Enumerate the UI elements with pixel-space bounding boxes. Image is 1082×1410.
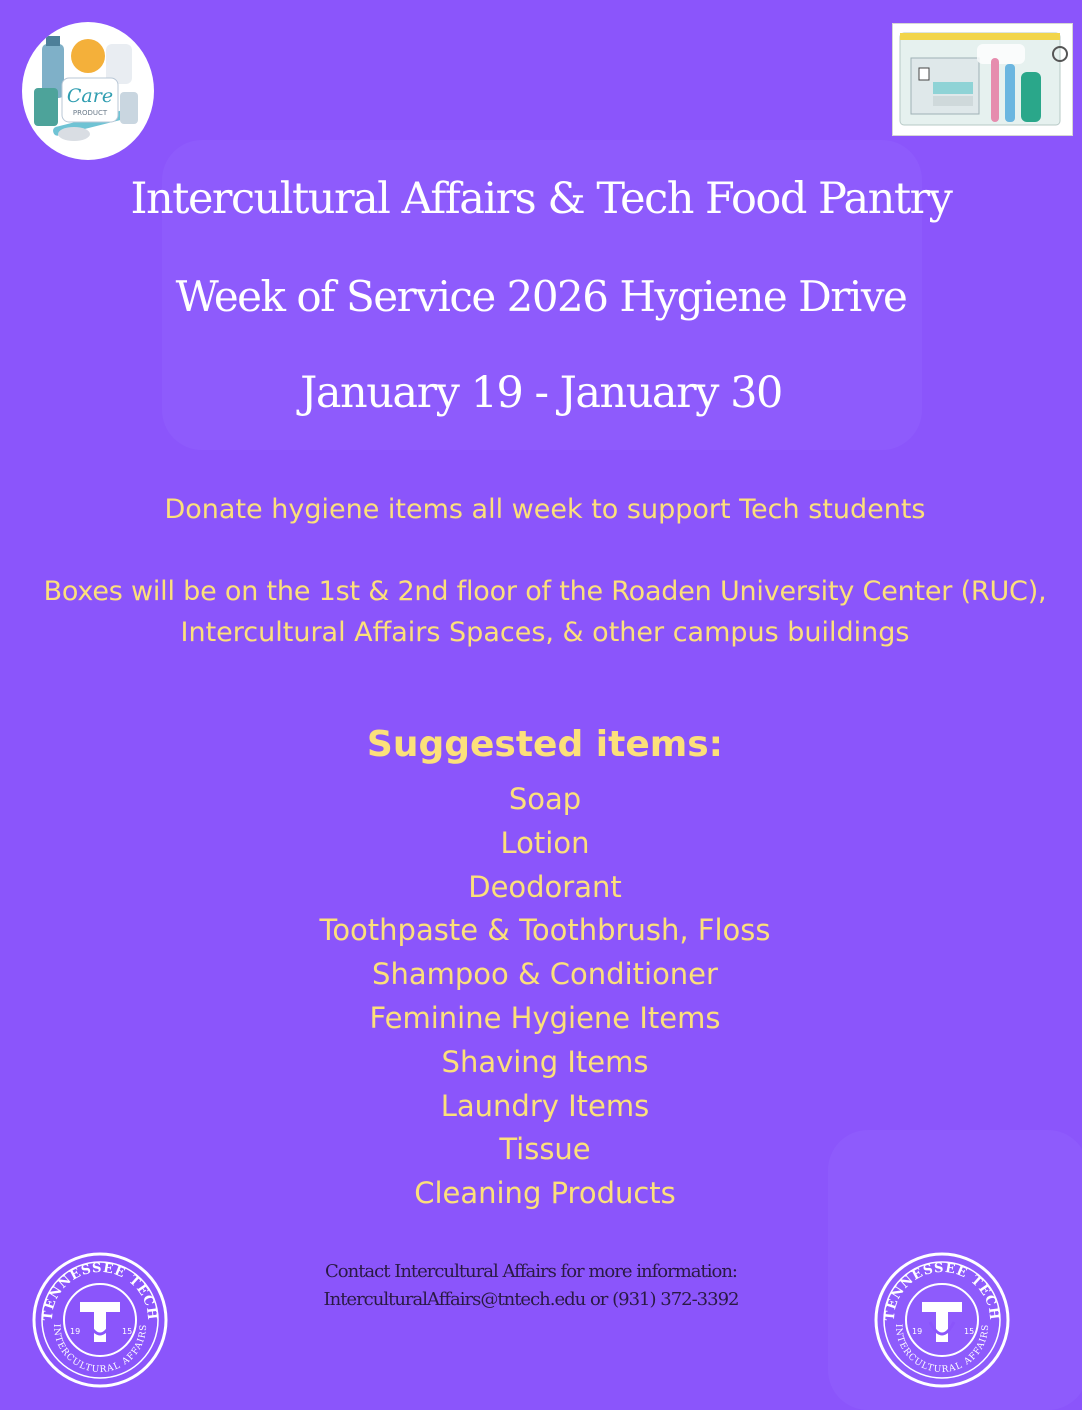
list-item: Soap (508, 782, 582, 816)
svg-text:INTERCULTURAL AFFAIRS: INTERCULTURAL AFFAIRS (50, 1323, 150, 1376)
list-item: Shampoo & Conditioner (372, 957, 718, 992)
svg-text:19: 19 (912, 1327, 923, 1336)
headline-dates: January 19 - January 30 (300, 368, 782, 418)
list-item: Feminine Hygiene Items (369, 1000, 721, 1035)
svg-text:15: 15 (964, 1327, 975, 1336)
list-item: Cleaning Products (414, 1176, 676, 1211)
box-locations-line-1: Boxes will be on the 1st & 2nd floor of the Roaden University Center (RUC), (43, 576, 1047, 607)
care-logo-sub: PRODUCT (72, 109, 108, 117)
care-product-logo (22, 22, 154, 160)
contact-heading: Contact Intercultural Affairs for more information: (325, 1261, 737, 1282)
list-item: Shaving Items (441, 1044, 649, 1079)
hygiene-kit-photo (892, 23, 1073, 136)
contact-details: InterculturalAffairs@tntech.edu or (931) 372-3392 (323, 1289, 739, 1310)
svg-text:TENNESSEE TECH: TENNESSEE TECH (40, 1260, 160, 1322)
svg-text:INTERCULTURAL AFFAIRS: INTERCULTURAL AFFAIRS (892, 1323, 992, 1376)
tennessee-tech-seal-right (872, 1250, 1012, 1390)
svg-text:19: 19 (70, 1327, 81, 1336)
donate-text: Donate hygiene items all week to support Tech students (164, 494, 926, 525)
svg-text:15: 15 (122, 1327, 133, 1336)
svg-text:TENNESSEE TECH: TENNESSEE TECH (882, 1260, 1002, 1322)
box-locations-line-2: Intercultural Affairs Spaces, & other campus buildings (180, 617, 910, 648)
tennessee-tech-seal-left (30, 1250, 170, 1390)
list-item: Laundry Items (440, 1088, 650, 1123)
list-item: Deodorant (468, 869, 622, 904)
list-item: Lotion (500, 825, 590, 860)
suggested-items-list (0, 778, 1082, 1216)
list-item: Toothpaste & Toothbrush, Floss (319, 913, 771, 948)
suggested-items-title: Suggested items: (366, 724, 724, 765)
list-item: Tissue (499, 1132, 591, 1167)
headline-event-name: Week of Service 2026 Hygiene Drive (175, 272, 907, 321)
care-logo-word: Care (66, 85, 114, 107)
headline-organizers: Intercultural Affairs & Tech Food Pantry (130, 174, 952, 224)
